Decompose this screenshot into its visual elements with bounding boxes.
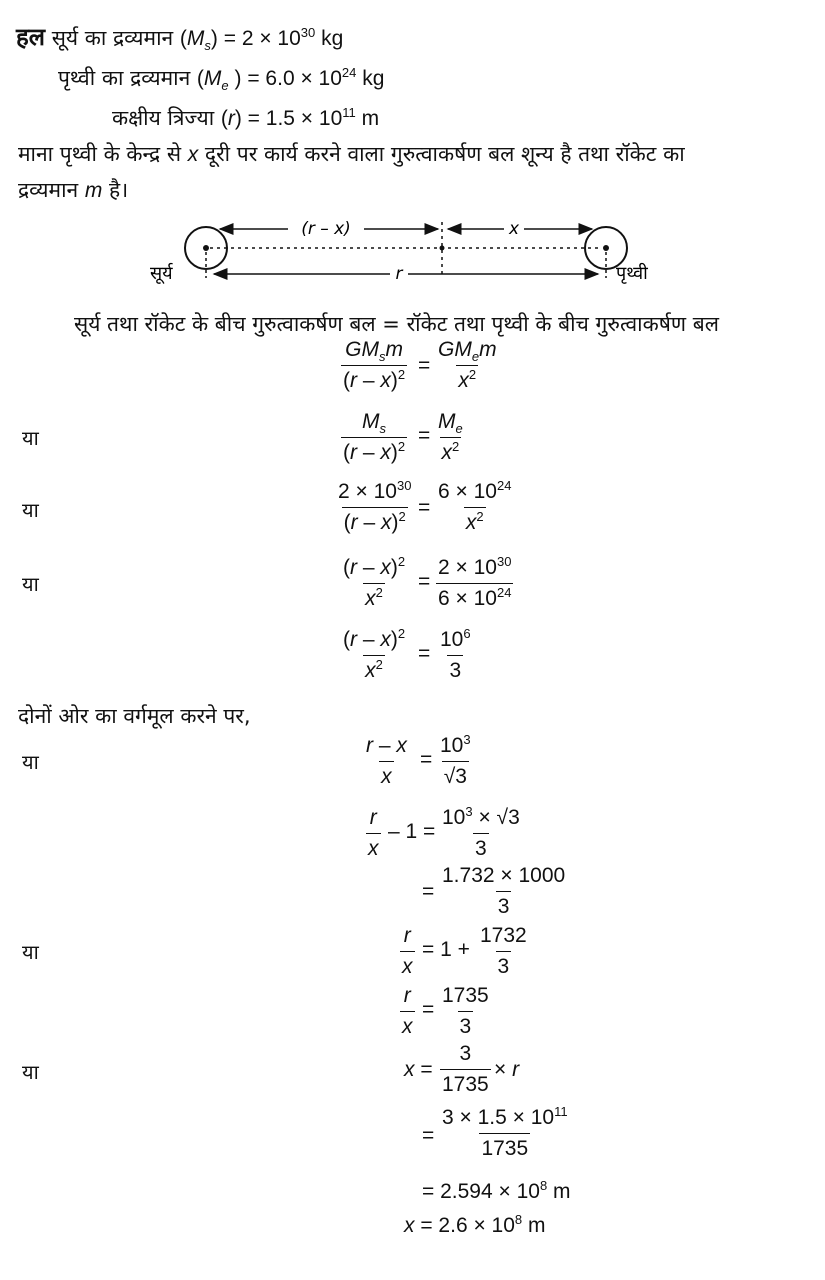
earth-mass-label: पृथ्वी का द्रव्यमान [58, 66, 191, 90]
eq7-lhs-frac: $\frac{r}{x}$ [368, 806, 379, 860]
hal-label: हल [16, 23, 46, 51]
eq10-lhs: $\frac{r}{x}$ [402, 984, 413, 1038]
seg-right-label: x [508, 219, 520, 239]
eq9-rhs: $\frac{1732}{3}$ [480, 924, 527, 978]
seg-left-label: (r – x) [301, 219, 351, 239]
eq2-lhs: $\frac{M_s}{(r - x)^2}$ [343, 410, 406, 464]
intro-line-1: माना पृथ्वी के केन्द्र से x दूरी पर कार्य करने वाला गुरुत्वाकर्षण बल शून्य है तथा रॉकेट का [18, 142, 685, 166]
eq2-rhs: $\frac{M_e}{x^2}$ [438, 410, 463, 464]
eq1-lhs: $GM_sm$ (r – x)$^2$ [343, 338, 406, 392]
sqrt-note: दोनों ओर का वर्गमूल करने पर, [18, 704, 251, 728]
eq11-rhs: $\frac{3}{1735}$ [442, 1042, 489, 1096]
given-sun-mass: हल सूर्य का द्रव्यमान $(M_s) = 2 \times 10^{30}$ kg [16, 23, 344, 54]
eq4-lhs: $\frac{(r - x)^2}{x^2}$ [343, 554, 406, 610]
sun-earth-diagram [140, 212, 660, 290]
eq13: = $2.594 \times 10^8$ m [422, 1178, 571, 1203]
given-orbit-radius: कक्षीय त्रिज्या $(r) = 1.5 \times 10^{11}$ m [112, 105, 380, 130]
given-earth-mass: पृथ्वी का द्रव्यमान ($M_e$ ) = $6.0 \times 10^{24}$ kg [58, 65, 385, 94]
ya-label-1: या [22, 426, 39, 450]
ya-label-6: या [22, 1060, 39, 1084]
eq7-rhs: $\frac{10^3 \times √3}{3}$ [442, 804, 520, 860]
earth-label: पृथ्वी [616, 263, 648, 284]
ya-label-4: या [22, 750, 39, 774]
sun-label: सूर्य [150, 263, 173, 284]
ya-label-2: या [22, 498, 39, 522]
eq9-lhs: $\frac{r}{x}$ [402, 924, 413, 978]
force-equality-statement: सूर्य तथा रॉकेट के बीच गुरुत्वाकर्षण बल = रॉकेट तथा पृथ्वी के बीच गुरुत्वाकर्षण बल [74, 312, 719, 336]
eq8-rhs: $\frac{1.732 \times 1000}{3}$ [442, 864, 566, 918]
eq14-final: $x = 2.6 \times 10^8$ m [404, 1212, 546, 1237]
ya-label-5: या [22, 940, 39, 964]
eq1-rhs: $GM_em$ $x^2$ [438, 338, 497, 392]
eq4-rhs: $\frac{2 \times 10^{30}}{6 \times 10^{24}}$ [438, 554, 512, 610]
intro-line-2: द्रव्यमान m है। [18, 178, 129, 202]
eq6-lhs: $\frac{r - x}{x}$ [366, 734, 407, 788]
eq3-lhs: $\frac{2 \times 10^{30}}{(r - x)^2}$ [338, 478, 412, 534]
orbit-radius-label: कक्षीय त्रिज्या [112, 106, 215, 130]
eq5-rhs: $\frac{10^6}{3}$ [440, 626, 471, 682]
eq3-rhs: $\frac{6 \times 10^{24}}{x^2}$ [438, 478, 512, 534]
eq5-lhs: $\frac{(r - x)^2}{x^2}$ [343, 626, 406, 682]
eq10-rhs: $\frac{1735}{3}$ [442, 984, 489, 1038]
eq6-rhs: $\frac{10^3}{√3}$ [440, 732, 471, 788]
seg-total-label: r [395, 264, 403, 284]
ya-label-3: या [22, 572, 39, 596]
eq12-rhs: $\frac{3 \times 1.5 \times 10^{11}}{1735}$ [442, 1104, 568, 1160]
sun-mass-label: सूर्य का द्रव्यमान [51, 26, 174, 50]
